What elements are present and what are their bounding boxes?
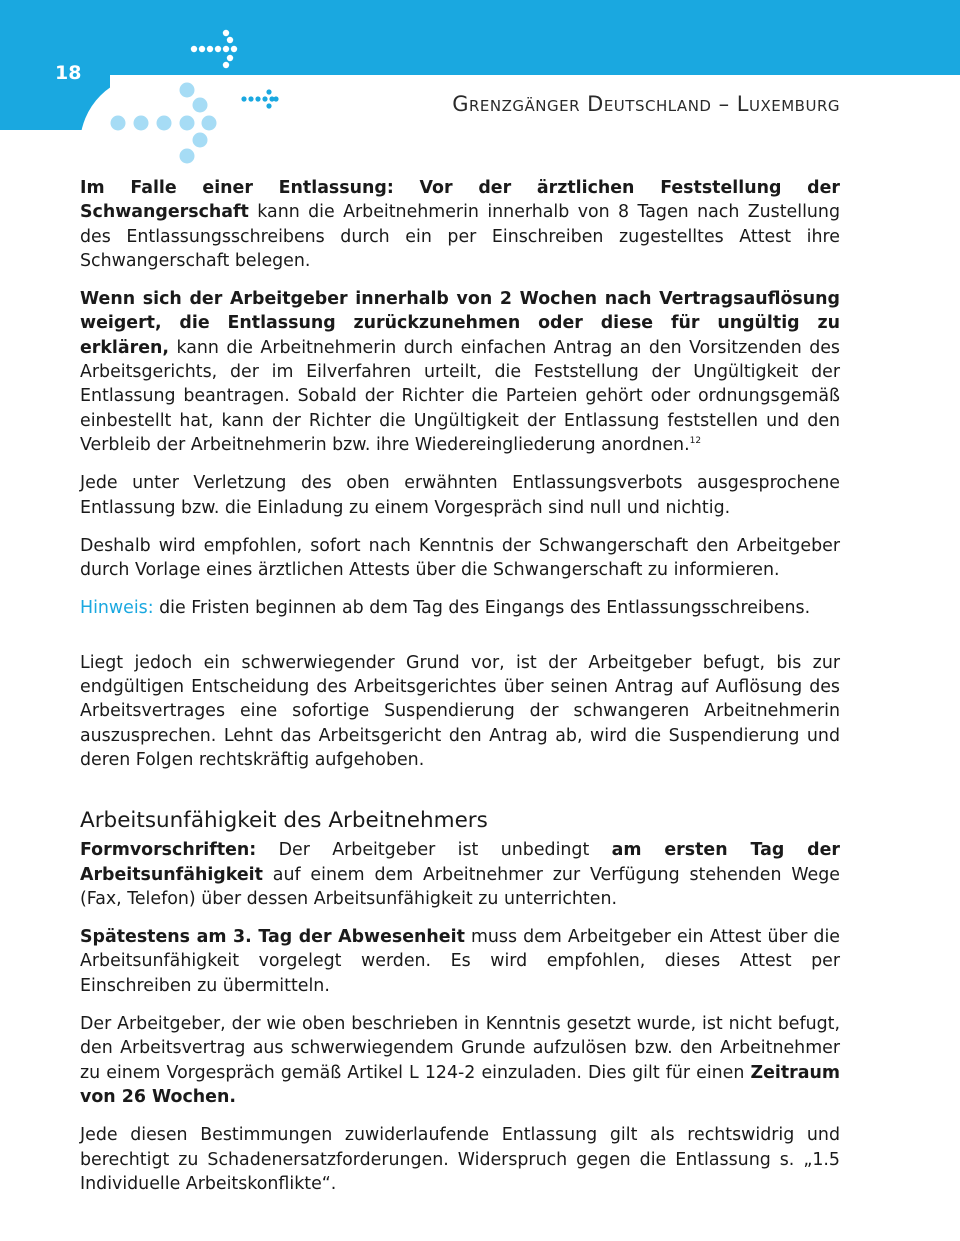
paragraph-dismissal: Im Falle einer Entlassung: Vor der ärztlichen Feststellung der Schwangerschaft kann die Arbeitnehmerin innerhalb von 8 Tagen nach Zustellung des Entlassungsschreibens durch ein per Einschreiben zugestelltes Attest ihre Schwangerschaft belegen. [80, 178, 840, 271]
note-hint: Hinweis: die Fristen beginnen ab dem Tag des Eingangs des Entlassungsschreibens. [80, 598, 811, 619]
paragraph-recommendation: Deshalb wird empfohlen, sofort nach Kenntnis der Schwangerschaft den Arbeitgeber durch Vorlage eines ärztlichen Attests über die Schwangerschaft zu informieren. [80, 535, 840, 581]
paragraph-certificate: Spätestens am 3. Tag der Abwesenheit muss dem Arbeitgeber ein Attest über die Arbeitsunfähigkeit vorgelegt werden. Es wird empfohlen, dieses Attest per Einschreiben zu übermitteln. [80, 927, 840, 996]
page-body [80, 176, 840, 1210]
footnote-ref: 12 [689, 435, 702, 446]
page-number: 18 [55, 62, 82, 84]
paragraph-unlawful-dismissal: Jede diesen Bestimmungen zuwiderlaufende Entlassung gilt als rechtswidrig und berechtigt zu Schadenersatzforderungen. Widerspruch gegen die Entlassung s. „1.5 Individuelle Arbeitskonflikte“. [80, 1125, 840, 1194]
running-header-title: Grenzgänger Deutschland – Luxemburg [452, 92, 840, 116]
paragraph-formal-requirements: Formvorschriften: Der Arbeitgeber ist unbedingt am ersten Tag der Arbeitsunfähigkeit auf einem dem Arbeitnehmer zur Verfügung stehenden Wege (Fax, Telefon) über dessen Arbeitsunfähigkeit zu unterrichten. [80, 840, 840, 909]
paragraph-protection-period: Der Arbeitgeber, der wie oben beschrieben in Kenntnis gesetzt wurde, ist nicht befugt, den Arbeitsvertrag aus schwerwiegendem Grunde aufzulösen bzw. den Arbeitnehmer zu einem Vorgespräch gemäß Artikel L 124-2 einzuladen. Dies gilt für einen Zeitraum von 26 Wochen. [80, 1014, 840, 1107]
paragraph-suspension: Liegt jedoch ein schwerwiegender Grund vor, ist der Arbeitgeber befugt, bis zur endgültigen Entscheidung des Arbeitsgerichtes über seinen Antrag auf Auflösung des Arbeitsvertrages eine sofortige Suspendierung der schwangeren Arbeitnehmerin auszusprechen. Lehnt das Arbeitsgericht den Antrag ab, wird die Suspendierung und deren Folgen rechtskräftig aufgehoben. [80, 652, 840, 770]
note-label: Hinweis: [80, 598, 154, 619]
section-heading: Arbeitsunfähigkeit des Arbeitnehmers [80, 808, 488, 834]
paragraph-employer-refusal: Wenn sich der Arbeitgeber innerhalb von 2 Wochen nach Vertragsauflösung weigert, die Entlassung zurückzunehmen oder diese für ungültig zu erklären, kann die Arbeitnehmerin durch einfachen Antrag an den Vorsitzenden des Arbeitsgerichts, der im Eilverfahren urteilt, die Feststellung der Ungültigkeit der Entlassung beantragen. Sobald der Richter die Parteien gehört oder ordnungsgemäß einbestellt hat, kann der Richter die Ungültigkeit der Entlassung feststellen und den Verbleib der Arbeitnehmerin bzw. ihre Wiedereingliederung anordnen.$^{12}$ [80, 289, 840, 455]
decorative-dots-graphic [100, 20, 290, 180]
paragraph-null-void: Jede unter Verletzung des oben erwähnten Entlassungsverbots ausgesprochene Entlassung bzw. die Einladung zu einem Vorgespräch sind null und nichtig. [80, 473, 840, 518]
